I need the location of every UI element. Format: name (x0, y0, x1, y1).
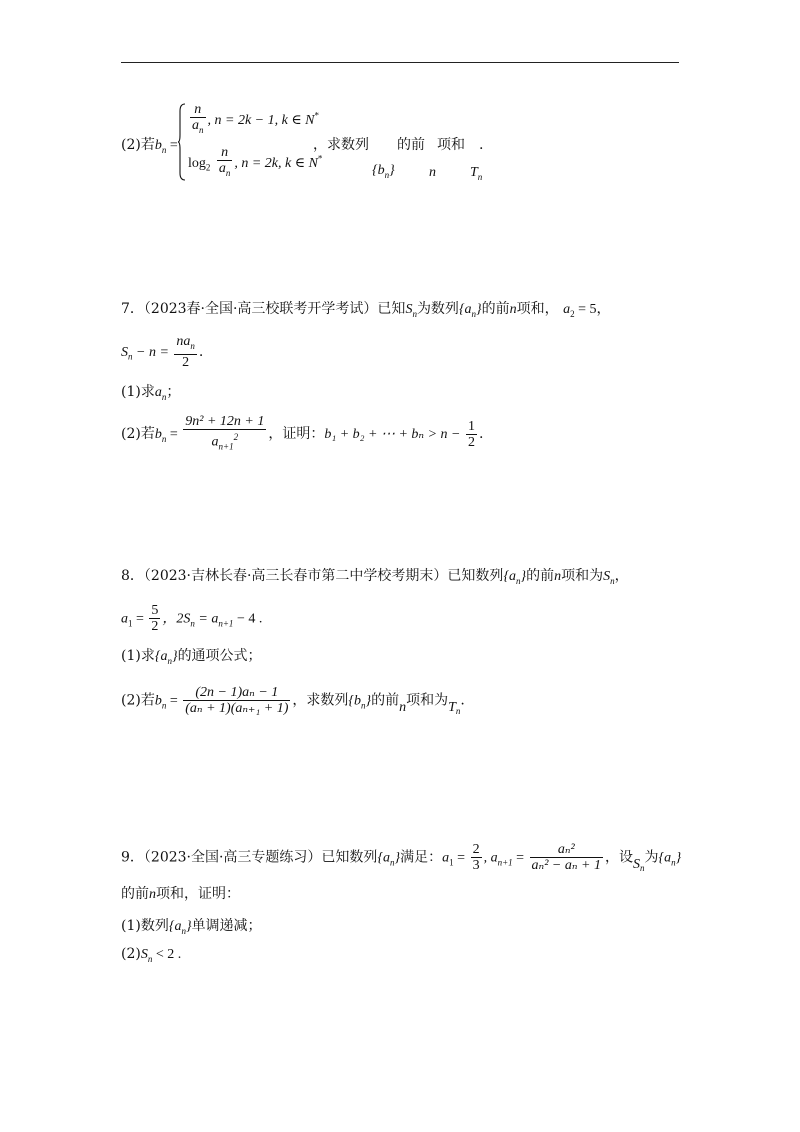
q7-part2 (121, 414, 483, 454)
q8-p2-end: . (460, 692, 465, 709)
q7-line2 (121, 334, 203, 370)
q6-case1-den-sub: n (199, 124, 204, 135)
q9-p1-end: 单调递减； (191, 918, 262, 934)
q7-half-num: 1 (468, 418, 475, 434)
q7-p2-den-sup: 2 (233, 432, 239, 442)
q9-S: S (633, 856, 640, 872)
q7-frac (174, 334, 197, 370)
q6-case1-den-a: a (192, 118, 199, 133)
q8-p2-eq: = (166, 693, 182, 709)
q6-case2-den (217, 161, 233, 181)
q8-p2-text2: 的前 (371, 692, 400, 709)
q9-rec-eq: = (512, 850, 528, 866)
q8-a1-num: 5 (151, 603, 159, 618)
q6-period: . (479, 137, 484, 153)
q7-seq: {a (458, 302, 472, 317)
q6-ask (313, 134, 483, 154)
q9-p1-seq-sub: n (181, 925, 186, 936)
q9-a1-den: 3 (472, 858, 480, 873)
q8-l2-eq: = a (194, 611, 219, 627)
q8-p1-text: (1)求 (121, 648, 155, 664)
q7-p2-prove: ，证明： (268, 426, 325, 443)
q7-l2-S: S (121, 344, 128, 360)
q8-a1: a (121, 611, 128, 627)
q9-a1: a (442, 850, 450, 866)
q8-p1-seq-sub: n (167, 655, 172, 666)
q9-a1-sub: 1 (449, 857, 454, 868)
q9-l2-text: 的前 (121, 886, 149, 902)
q6-case2-frac (217, 145, 233, 181)
q9-rec-frac (530, 842, 603, 873)
q6-Tn (470, 165, 482, 182)
q6-bn: b (154, 138, 162, 153)
q9-p2-end: < 2 . (152, 947, 182, 962)
q8-text2: 项和为 (561, 568, 604, 584)
q7-l2-end: . (198, 343, 204, 360)
q9-l2-n: n (149, 887, 156, 902)
q8-seq-close: } (520, 569, 527, 584)
q9-p1-text: (1)数列 (121, 918, 169, 934)
q6-T-sub: n (477, 171, 483, 182)
q6-mid-text: 的前 (397, 137, 425, 153)
q9-rec-den: aₙ² − aₙ + 1 (531, 858, 601, 873)
q8-header-text: 8．（2023·吉林长春·高三长春市第二中学校考期末）已知数列 (121, 568, 504, 584)
q8-seq-sub: n (516, 575, 521, 586)
q7-seq-close: } (476, 302, 482, 317)
q6-seq-b-sub: n (384, 169, 390, 180)
q6-part2-prefix: (2)若 (121, 137, 155, 153)
q7-a2-sub: 2 (570, 308, 575, 319)
q7-half (466, 419, 477, 450)
q8-text1: 的前 (526, 568, 555, 584)
q9-seq2-sub: n (671, 857, 676, 868)
q6-case2-num: n (217, 145, 233, 161)
q9-seq-close: } (394, 850, 401, 866)
q9-S-sub: n (640, 863, 645, 874)
q7-text2: 的前 (481, 301, 510, 317)
q9-rec: , a (483, 850, 498, 866)
q9-line2 (121, 883, 240, 903)
q6-seq-b-open: {b (372, 163, 385, 178)
q8-l2-mid-sub: n (190, 618, 195, 629)
q8-p2-n: n (399, 699, 407, 715)
q9-header-text: 9．（2023·全国·高三专题练习）已知数列 (121, 849, 378, 866)
q6-mid-text2: 项和 (437, 137, 465, 153)
header-rule (121, 62, 679, 63)
q8-p2-text: (2)若 (121, 692, 155, 709)
q9-a1-eq: = (453, 850, 469, 866)
q8-p2-ask: ，求数列 (292, 692, 349, 709)
q7-frac-num-text: na (176, 334, 191, 349)
q7-p2-eq: = (166, 427, 182, 443)
q9-p2-S-sub: n (147, 953, 153, 964)
q8-l2-eq-sub: n+1 (218, 618, 234, 629)
q8-p1-end: 的通项公式； (177, 648, 262, 664)
q7-l2-mid: − n = (132, 344, 173, 360)
q7-p2-text: (2)若 (121, 426, 155, 443)
q8-p2-den: (aₙ + 1)(aₙ₊₁ + 1) (185, 701, 289, 716)
q6-log: log (188, 155, 206, 171)
q8-seq: {a (503, 569, 517, 584)
q7-part1 (121, 381, 180, 402)
q8-a1-frac (149, 603, 160, 634)
q8-comma: ， (614, 568, 629, 584)
q6-case1-den (190, 118, 206, 138)
q6-case1-num: n (190, 102, 206, 118)
q7-p2-frac (183, 414, 266, 454)
q9-seq: {a (377, 850, 391, 866)
q6-case1-tail: , n = 2k − 1, k ∈ N (207, 112, 315, 128)
q8-part2 (121, 685, 465, 716)
q7-p1-end: ； (166, 384, 181, 400)
q9-text2: ，设 (605, 849, 633, 866)
q9-seq2: {a (658, 850, 672, 866)
q6-case2-den-sub: n (225, 167, 231, 178)
q9-part2 (121, 946, 181, 964)
q9-p1-seq: {a (168, 919, 182, 934)
q7-n: n (509, 302, 517, 317)
q8-n: n (554, 569, 562, 584)
q9-rec-sub: n+1 (497, 857, 513, 868)
q8-p2-seq-close: } (365, 693, 372, 709)
q7-S: S (405, 302, 413, 317)
q8-p2-seq: {b (348, 693, 362, 709)
q8-p2-frac (183, 685, 290, 716)
q8-S-sub: n (610, 575, 615, 586)
q6-case2-sup: * (317, 153, 323, 164)
q8-l2-tail: − 4 . (233, 611, 263, 627)
q8-header (121, 565, 629, 586)
q7-p2-num: 9n² + 12n + 1 (185, 414, 265, 429)
q6-case2-tail: , n = 2k, k ∈ N (234, 155, 318, 171)
q8-p2-seq-sub: n (361, 700, 366, 711)
q8-p1-seq: {a (154, 649, 168, 664)
q8-part1 (121, 645, 262, 666)
q9-l2-tail: 项和，证明： (156, 886, 240, 902)
q6-case1-frac (190, 102, 206, 138)
q9-seq-sub: n (390, 857, 395, 868)
q6-case1 (188, 102, 319, 138)
q9-a1-num: 2 (472, 842, 480, 857)
q6-case1-sup: * (314, 110, 320, 121)
q8-S: S (603, 569, 611, 584)
q6-seq-b (372, 163, 395, 180)
q7-p2-ineq: b₁ + b₂ + ⋯ + bₙ > n − (324, 427, 464, 443)
q7-seq-sub: n (471, 308, 477, 319)
q7-p1-a-sub: n (161, 391, 167, 402)
q7-frac-num-sub: n (190, 340, 195, 351)
q7-p2-den-sub: n+1 (218, 441, 234, 452)
q7-p1-a: a (154, 385, 162, 400)
q8-a1-eq: = (132, 611, 148, 627)
q8-p2-T-sub: n (455, 706, 461, 717)
q7-header-text: 7．（2023春·全国·高三校联考开学考试）已知 (121, 301, 406, 317)
q7-l2-S-sub: n (128, 351, 133, 362)
q7-a2-tail: = 5， (574, 302, 611, 317)
q6-case2-den-a: a (218, 161, 226, 176)
q8-l2-mid: ，2S (162, 611, 191, 627)
q7-p2-end: . (479, 426, 484, 443)
q6-eq: = (166, 138, 178, 153)
q9-rec-num: aₙ² (530, 842, 603, 858)
q9-seq2-close: } (675, 850, 682, 866)
q7-p2-den-a: a (211, 434, 219, 450)
q9-p2-S: S (140, 947, 148, 962)
q6-log-sub: 2 (205, 162, 211, 173)
q7-p2-den (183, 430, 266, 454)
q6-seq-b-close: } (389, 163, 395, 178)
q9-text3: 为 (644, 849, 659, 866)
q7-frac-num (174, 334, 197, 355)
q7-frac-den: 2 (182, 354, 190, 370)
q6-T: T (470, 165, 478, 180)
q6-after-text: ，求数列 (313, 137, 369, 153)
q8-a1-den: 2 (151, 619, 159, 634)
q9-part1 (121, 915, 262, 936)
q8-p2-text3: 项和为 (406, 692, 449, 709)
q7-S-sub: n (412, 308, 417, 319)
q9-a1-frac (471, 842, 482, 873)
q7-p2-b: b (154, 427, 162, 443)
q6-part2 (121, 134, 178, 155)
q7-p2-b-sub: n (161, 434, 167, 445)
q6-bn-sub: n (161, 144, 167, 155)
q8-p2-T: T (448, 699, 456, 715)
q7-text3: 项和， (516, 301, 559, 317)
q8-p1-seq-close: } (171, 649, 178, 664)
q9-p1-seq-close: } (185, 919, 192, 934)
q6-case2 (188, 145, 322, 181)
q8-line2 (121, 603, 262, 634)
q7-p1-text: (1)求 (121, 384, 155, 400)
q9-header (121, 842, 681, 873)
q7-text1: 为数列 (416, 301, 459, 317)
q7-a2: a (563, 302, 571, 317)
q9-p2-text: (2) (121, 946, 141, 962)
q8-p2-b: b (154, 693, 162, 709)
q6-left-brace (178, 103, 186, 181)
q6-var-n: n (429, 165, 436, 180)
q7-half-den: 2 (468, 434, 475, 450)
q7-header (121, 298, 611, 319)
q8-p2-b-sub: n (161, 700, 167, 711)
q8-a1-sub: 1 (128, 618, 133, 629)
q8-p2-num: (2n − 1)aₙ − 1 (183, 685, 290, 701)
q9-text1: 满足： (400, 849, 443, 866)
